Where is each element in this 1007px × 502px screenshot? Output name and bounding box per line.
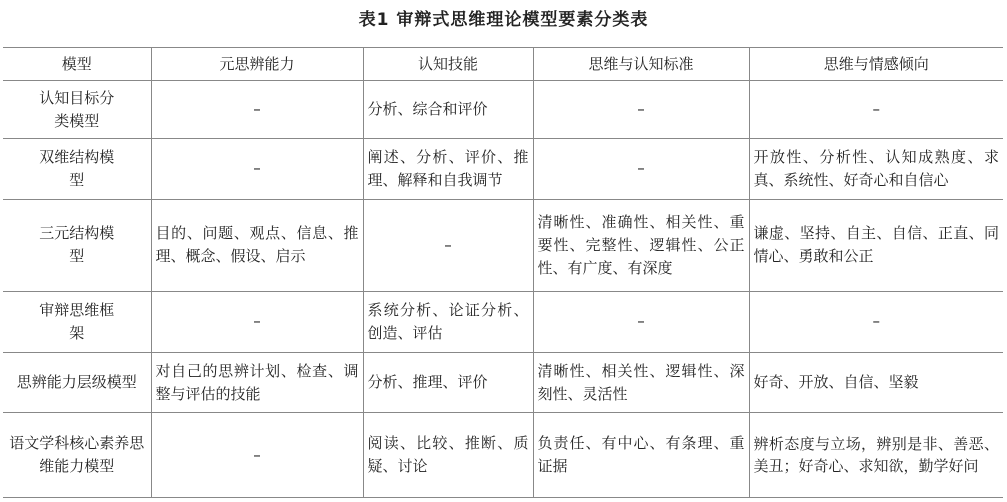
standards-cell: 清晰性、准确性、相关性、重要性、完整性、逻辑性、公正性、有广度、有深度 [533,199,749,291]
model-name-cell: 认知目标分类模型 [3,81,151,139]
column-header-standards: 思维与认知标准 [533,48,749,81]
standards-cell: – [533,81,749,139]
cognitive-skills-cell: 分析、推理、评价 [363,352,533,412]
model-name-cell: 思辨能力层级模型 [3,352,151,412]
table-row [3,413,1003,498]
table-row [3,199,1003,291]
meta-thinking-cell: – [151,413,363,498]
cognitive-skills-cell: – [363,199,533,291]
meta-thinking-cell: 目的、问题、观点、信息、推理、概念、假设、启示 [151,199,363,291]
column-header-cognitive-skills: 认知技能 [363,48,533,81]
cognitive-skills-cell: 分析、综合和评价 [363,81,533,139]
table-caption: 表1 审辩式思维理论模型要素分类表 [358,10,649,30]
dispositions-cell: – [749,291,1003,352]
dispositions-cell: 开放性、分析性、认知成熟度、求真、系统性、好奇心和自信心 [749,139,1003,199]
standards-cell: – [533,291,749,352]
column-header-dispositions: 思维与情感倾向 [749,48,1003,81]
table-row [3,291,1003,352]
table-row [3,81,1003,139]
table-row [3,139,1003,199]
dispositions-cell: 好奇、开放、自信、坚毅 [749,352,1003,412]
element-classification-table [3,47,1003,498]
model-name-cell: 审辩思维框架 [3,291,151,352]
dispositions-cell: 谦虚、坚持、自主、自信、正直、同情心、勇敢和公正 [749,199,1003,291]
column-header-model: 模型 [3,48,151,81]
model-name-cell: 双维结构模型 [3,139,151,199]
standards-cell: 清晰性、相关性、逻辑性、深刻性、灵活性 [533,352,749,412]
model-name-cell: 语文学科核心素养思维能力模型 [3,413,151,498]
column-header-meta-thinking: 元思辨能力 [151,48,363,81]
cognitive-skills-cell: 阐述、分析、评价、推理、解释和自我调节 [363,139,533,199]
standards-cell: 负责任、有中心、有条理、重证据 [533,413,749,498]
table-header-row [3,48,1003,81]
meta-thinking-cell: 对自己的思辨计划、检查、调整与评估的技能 [151,352,363,412]
dispositions-cell: – [749,81,1003,139]
meta-thinking-cell: – [151,81,363,139]
dispositions-cell: 辨析态度与立场，辨别是非、善恶、美丑；好奇心、求知欲，勤学好问 [749,413,1003,498]
meta-thinking-cell: – [151,291,363,352]
model-name-cell: 三元结构模型 [3,199,151,291]
meta-thinking-cell: – [151,139,363,199]
cognitive-skills-cell: 阅读、比较、推断、质疑、讨论 [363,413,533,498]
table-row [3,352,1003,412]
cognitive-skills-cell: 系统分析、论证分析、创造、评估 [363,291,533,352]
standards-cell: – [533,139,749,199]
